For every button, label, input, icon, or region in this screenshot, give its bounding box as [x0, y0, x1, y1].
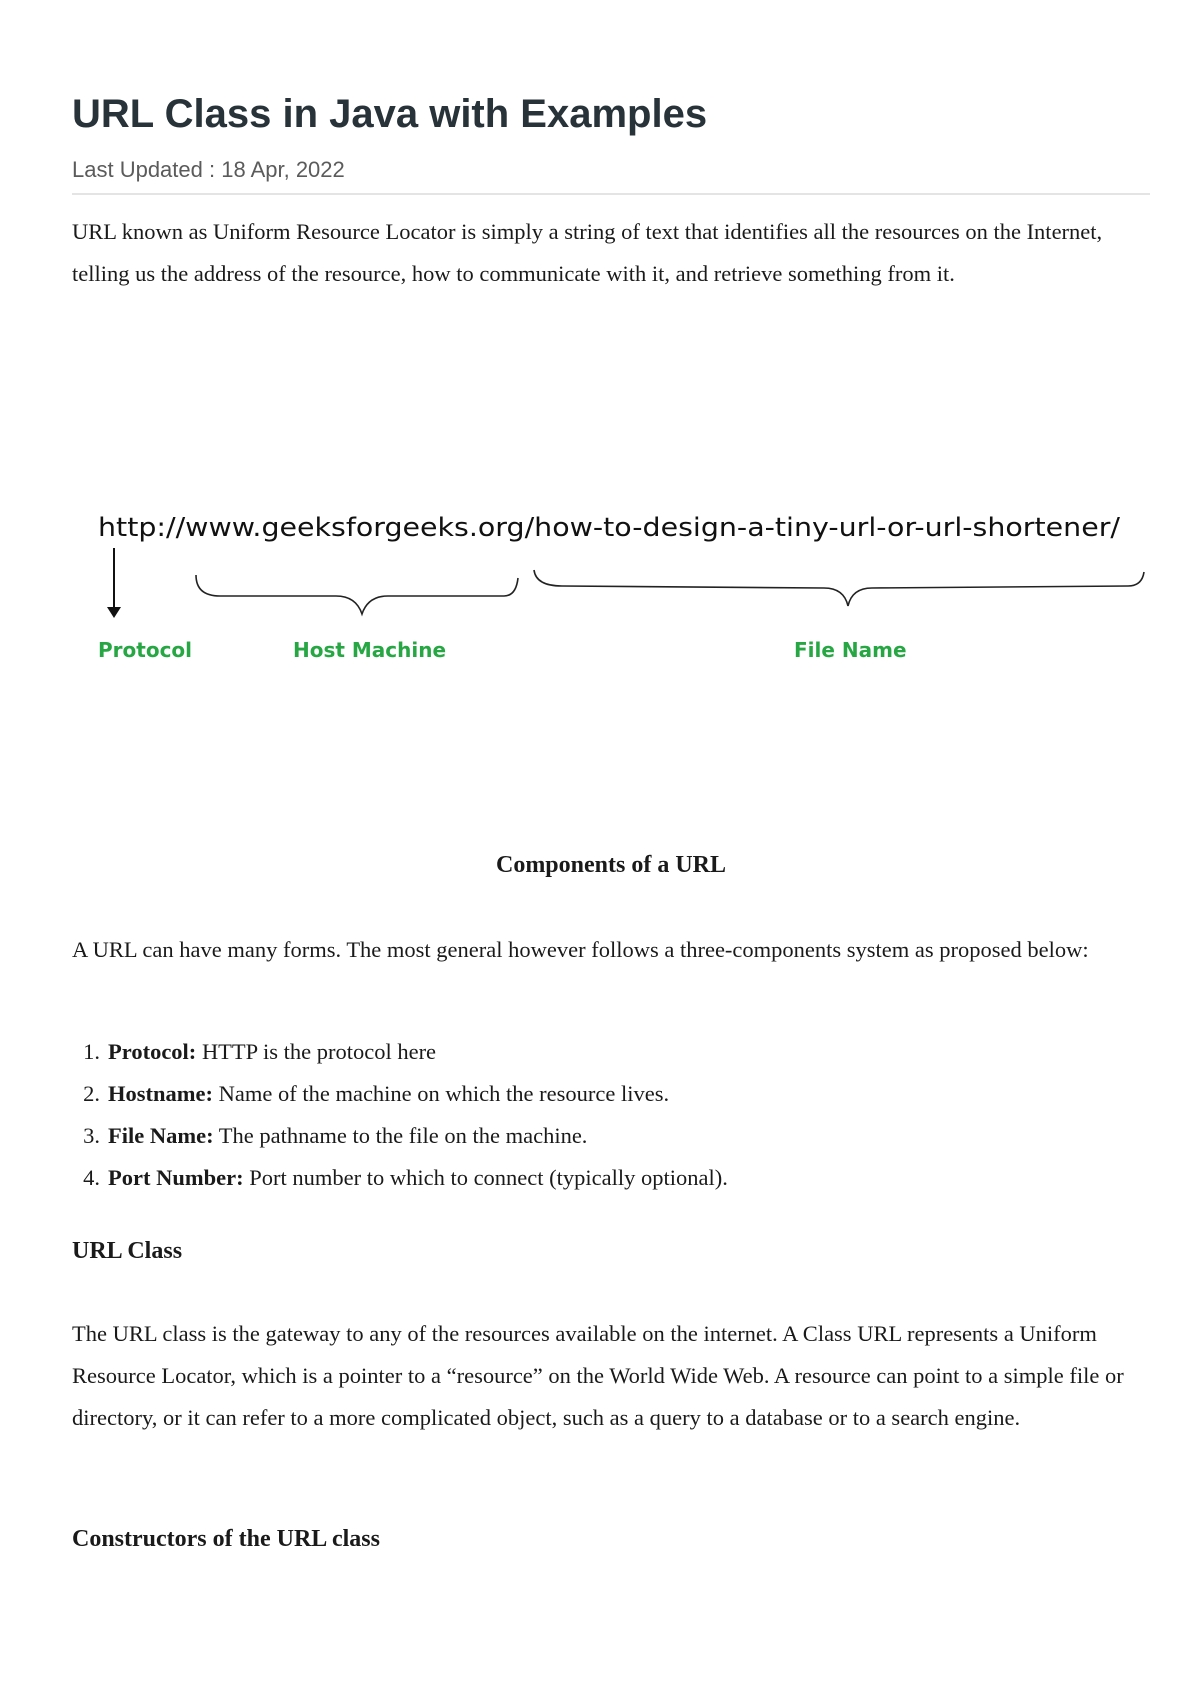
components-list — [72, 1031, 728, 1199]
last-updated: Last Updated : 18 Apr, 2022 — [72, 157, 345, 182]
label-host-machine: Host Machine — [293, 638, 447, 662]
url-components-diagram — [72, 500, 1150, 680]
list-desc: HTTP is the protocol here — [196, 1039, 437, 1064]
host-machine-brace — [196, 575, 518, 614]
list-item — [72, 1031, 728, 1073]
url-class-paragraph: The URL class is the gateway to any of the resources available on the internet. A Class URL represents a Uniform Resource Locator, which is a pointer to a “resource” on the World Wide Web. A resource can point to a simple file or directory, or it can refer to a more complicated object, such as a query to a database or to a search engine. — [72, 1321, 1124, 1430]
list-desc: The pathname to the file on the machine. — [213, 1123, 588, 1148]
list-item — [72, 1157, 728, 1199]
list-number: 3. — [83, 1123, 100, 1148]
section-heading-constructors: Constructors of the URL class — [72, 1526, 380, 1552]
list-term: File Name: — [108, 1123, 214, 1148]
protocol-arrow — [107, 548, 121, 618]
file-name-brace — [534, 570, 1144, 606]
list-desc: Port number to which to connect (typically optional). — [243, 1165, 728, 1190]
list-number: 2. — [83, 1081, 100, 1106]
list-item — [72, 1073, 728, 1115]
list-number: 4. — [83, 1165, 100, 1190]
list-term: Port Number: — [108, 1165, 244, 1190]
list-item — [72, 1115, 728, 1157]
list-number: 1. — [83, 1039, 100, 1064]
list-desc: Name of the machine on which the resource lives. — [213, 1081, 670, 1106]
header-divider — [72, 193, 1150, 195]
diagram-caption: Components of a URL — [495, 852, 726, 878]
label-protocol: Protocol — [98, 638, 193, 662]
diagram-url-text: http://www.geeksforgeeks.org/how-to-design-a-tiny-url-or-url-shortener/ — [98, 513, 1121, 543]
page-title: URL Class in Java with Examples — [72, 92, 708, 136]
section-heading-url-class: URL Class — [72, 1238, 183, 1264]
list-term: Hostname: — [108, 1081, 213, 1106]
components-intro: A URL can have many forms. The most general however follows a three-components system as proposed below: — [72, 937, 1089, 962]
list-term: Protocol: — [108, 1039, 197, 1064]
label-file-name: File Name — [794, 638, 907, 662]
intro-paragraph: URL known as Uniform Resource Locator is simply a string of text that identifies all the resources on the Internet, telling us the address of the resource, how to communicate with it, and retrieve something from it. — [72, 219, 1103, 286]
